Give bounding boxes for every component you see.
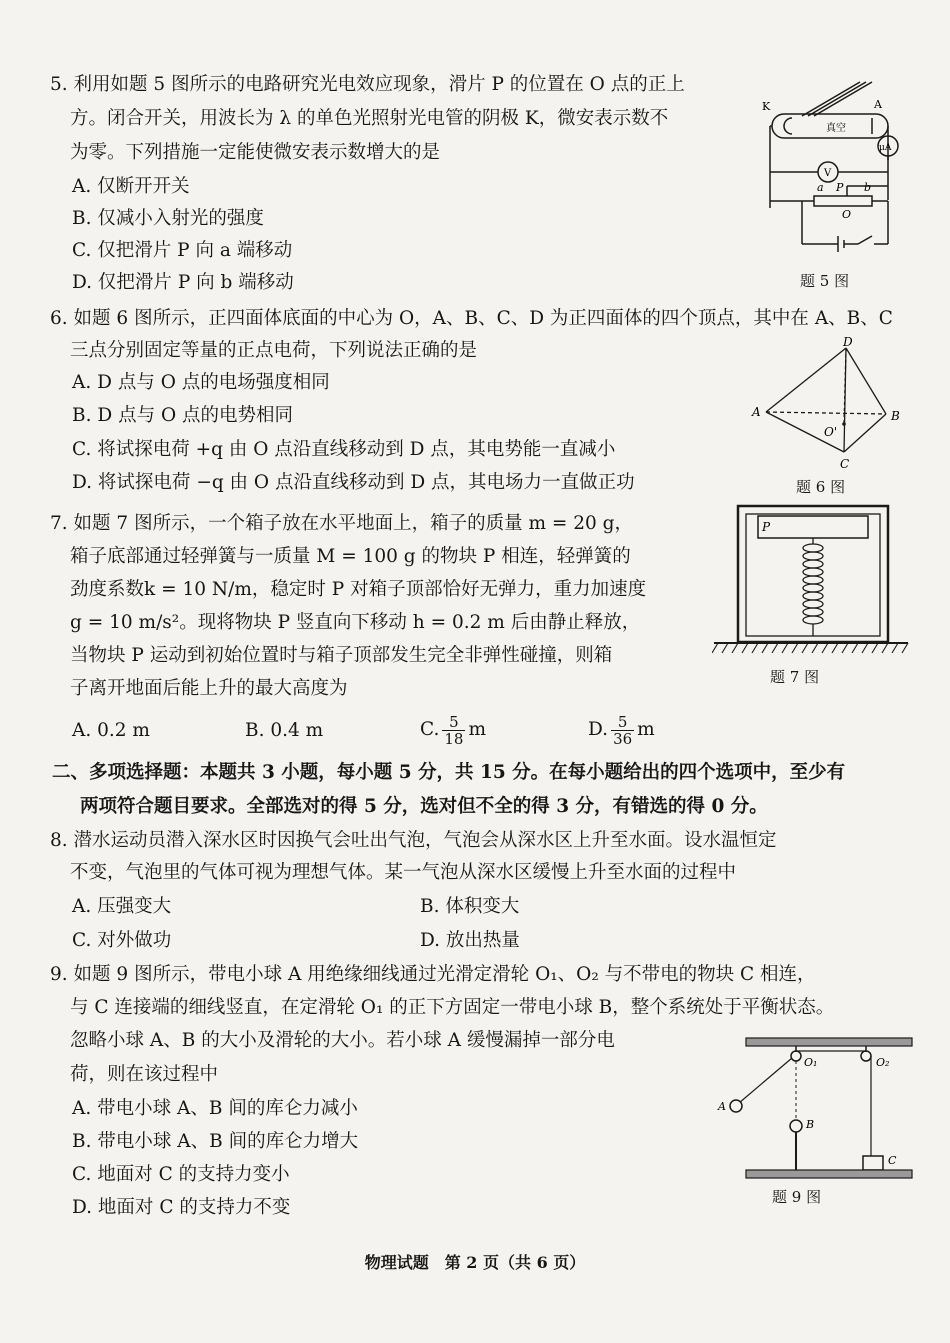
- q5-figure-caption: 题 5 图: [800, 272, 850, 290]
- q5-option-d[interactable]: D. 仅把滑片 P 向 b 端移动: [72, 272, 294, 293]
- q8-option-c[interactable]: C. 对外做功: [72, 930, 172, 951]
- q6-label-o: O': [824, 425, 838, 439]
- edge-dc: [844, 348, 846, 452]
- q9-label-o1: O₁: [804, 1056, 818, 1069]
- q7-option-c-unit: m: [468, 719, 487, 740]
- block-p: [758, 516, 868, 538]
- cathode-k: [784, 118, 792, 134]
- q7-figure-caption: 题 7 图: [770, 668, 820, 686]
- q7-option-a[interactable]: A. 0.2 m: [72, 720, 150, 741]
- section-2-line-1: 二、多项选择题：本题共 3 小题，每小题 5 分，共 15 分。在每小题给出的四个选项中，至少有: [52, 762, 846, 783]
- pulley-o2: [861, 1051, 871, 1061]
- q9-stem-line-4: 荷，则在该过程中: [70, 1064, 219, 1085]
- spring: [803, 544, 823, 624]
- q7-option-d-numerator: 5: [611, 714, 634, 731]
- ground: [746, 1170, 912, 1178]
- q6-stem-line-2: 三点分别固定等量的正点电荷，下列说法正确的是: [70, 340, 478, 361]
- edge-ab-hidden: [766, 412, 886, 414]
- q7-box-spring-figure: [712, 500, 912, 662]
- q8-option-a[interactable]: A. 压强变大: [72, 896, 172, 917]
- q7-option-c-denominator: 18: [444, 729, 464, 748]
- q7-stem-line-4: g = 10 m/s²。现将物块 P 竖直向下移动 h = 0.2 m 后由静止释放，: [70, 612, 641, 633]
- edge-bc: [844, 414, 886, 452]
- switch: [858, 236, 872, 244]
- q5-label-o: O: [842, 208, 852, 221]
- q9-figure-caption: 题 9 图: [772, 1188, 822, 1206]
- q9-option-b[interactable]: B. 带电小球 A、B 间的库仑力增大: [72, 1131, 359, 1152]
- section-2-line-2: 两项符合题目要求。全部选对的得 5 分，选对但不全的得 3 分，有错选的得 0 分。: [80, 796, 768, 817]
- q9-option-d[interactable]: D. 地面对 C 的支持力不变: [72, 1197, 291, 1218]
- string-a-to-o1: [739, 1058, 792, 1103]
- q5-option-a[interactable]: A. 仅断开开关: [72, 176, 190, 197]
- light-ray-1: [802, 82, 860, 116]
- point-o: [842, 422, 846, 426]
- q7-option-c-fraction: [442, 714, 465, 747]
- q9-option-c[interactable]: C. 地面对 C 的支持力变小: [72, 1164, 290, 1185]
- q6-tetrahedron-figure: [748, 336, 908, 474]
- q7-stem-line-5: 当物块 P 运动到初始位置时与箱子顶部发生完全非弹性碰撞，则箱: [70, 645, 613, 666]
- q7-option-d-unit: m: [637, 719, 655, 740]
- edge-da: [766, 348, 846, 412]
- ball-a: [730, 1100, 742, 1112]
- q5-stem-line-3: 为零。下列措施一定能使微安表示数增大的是: [70, 142, 441, 163]
- q7-label-p: P: [762, 520, 771, 534]
- q6-label-a: A: [752, 405, 761, 419]
- q6-figure-caption: 题 6 图: [796, 478, 846, 496]
- ball-b: [790, 1120, 802, 1132]
- q6-option-c[interactable]: C. 将试探电荷 +q 由 O 点沿直线移动到 D 点，其电势能一直减小: [72, 439, 616, 460]
- q6-option-a[interactable]: A. D 点与 O 点的电场强度相同: [72, 372, 330, 393]
- q6-option-d[interactable]: D. 将试探电荷 −q 由 O 点沿直线移动到 D 点，其电场力一直做正功: [72, 472, 635, 493]
- q7-option-d[interactable]: [588, 706, 655, 754]
- q6-label-b: B: [891, 409, 900, 423]
- q7-stem-line-3: 劲度系数k = 10 N/m，稳定时 P 对箱子顶部恰好无弹力，重力加速度: [70, 579, 647, 600]
- pulley-o1: [791, 1051, 801, 1061]
- q7-option-d-denominator: 36: [613, 729, 633, 748]
- q5-label-voltmeter: V: [824, 168, 832, 179]
- light-ray-2: [808, 82, 866, 116]
- q7-option-c-prefix: C.: [420, 719, 440, 740]
- q9-label-a: A: [718, 1100, 726, 1113]
- page-footer: 物理试题 第 2 页（共 6 页）: [364, 1253, 586, 1272]
- q9-stem-line-2: 与 C 连接端的细线竖直，在定滑轮 O₁ 的正下方固定一带电小球 B，整个系统处于平衡状态。: [70, 997, 835, 1018]
- q5-stem-line-1: 5. 利用如题 5 图所示的电路研究光电效应现象，滑片 P 的位置在 O 点的正上: [50, 74, 685, 95]
- q5-label-k: K: [762, 100, 771, 113]
- q8-stem-line-2: 不变，气泡里的气体可视为理想气体。某一气泡从深水区缓慢上升至水面的过程中: [70, 862, 737, 883]
- q5-option-c[interactable]: C. 仅把滑片 P 向 a 端移动: [72, 240, 293, 261]
- q5-label-vacuum: 真空: [826, 123, 846, 134]
- q7-option-d-prefix: D.: [588, 719, 609, 740]
- q6-label-c: C: [840, 457, 850, 471]
- q9-label-o2: O₂: [876, 1056, 890, 1069]
- q9-label-b: B: [806, 1118, 815, 1131]
- q7-option-c[interactable]: [420, 706, 486, 754]
- q9-option-a[interactable]: A. 带电小球 A、B 间的库仑力减小: [72, 1098, 358, 1119]
- ceiling: [746, 1038, 912, 1046]
- q7-option-d-fraction: [611, 714, 634, 747]
- q5-stem-line-2: 方。闭合开关，用波长为 λ 的单色光照射光电管的阴极 K，微安表示数不: [70, 108, 669, 129]
- q7-option-b[interactable]: B. 0.4 m: [245, 720, 324, 741]
- light-ray-3: [814, 82, 872, 116]
- q9-stem-line-1: 9. 如题 9 图所示，带电小球 A 用绝缘细线通过光滑定滑轮 O₁、O₂ 与不带电的物块 C 相连，: [50, 964, 816, 985]
- q7-stem-line-1: 7. 如题 7 图所示，一个箱子放在水平地面上，箱子的质量 m = 20 g，: [50, 513, 634, 534]
- q5-circuit-figure: [762, 78, 912, 258]
- q8-option-d[interactable]: D. 放出热量: [420, 930, 520, 951]
- q8-option-b[interactable]: B. 体积变大: [420, 896, 520, 917]
- q7-stem-line-6: 子离开地面后能上升的最大高度为: [70, 678, 348, 699]
- q7-stem-line-2: 箱子底部通过轻弹簧与一质量 M = 100 g 的物块 P 相连，轻弹簧的: [70, 546, 631, 567]
- q5-label-microammeter: μA: [879, 143, 892, 153]
- q8-stem-line-1: 8. 潜水运动员潜入深水区时因换气会吐出气泡，气泡会从深水区上升至水面。设水温恒定: [50, 830, 777, 851]
- q6-option-b[interactable]: B. D 点与 O 点的电势相同: [72, 405, 293, 426]
- q7-option-c-numerator: 5: [442, 714, 465, 731]
- q6-stem-line-1: 6. 如题 6 图所示，正四面体底面的中心为 O，A、B、C、D 为正四面体的四个顶点，其中在 A、B、C: [50, 308, 893, 329]
- q6-label-d: D: [843, 336, 853, 349]
- edge-db: [846, 348, 886, 414]
- q5-option-b[interactable]: B. 仅减小入射光的强度: [72, 208, 264, 229]
- rheostat: [814, 196, 872, 206]
- q5-label-b-end: b: [864, 181, 872, 194]
- ground-hatching: [712, 643, 908, 653]
- q5-label-a-end: a: [817, 181, 824, 194]
- q9-stem-line-3: 忽略小球 A、B 的大小及滑轮的大小。若小球 A 缓慢漏掉一部分电: [70, 1030, 615, 1051]
- q5-label-a: A: [874, 98, 882, 111]
- block-c: [863, 1156, 883, 1170]
- q9-pulley-figure: [708, 1030, 920, 1182]
- q9-label-c: C: [888, 1154, 897, 1167]
- q5-label-p: P: [836, 181, 844, 194]
